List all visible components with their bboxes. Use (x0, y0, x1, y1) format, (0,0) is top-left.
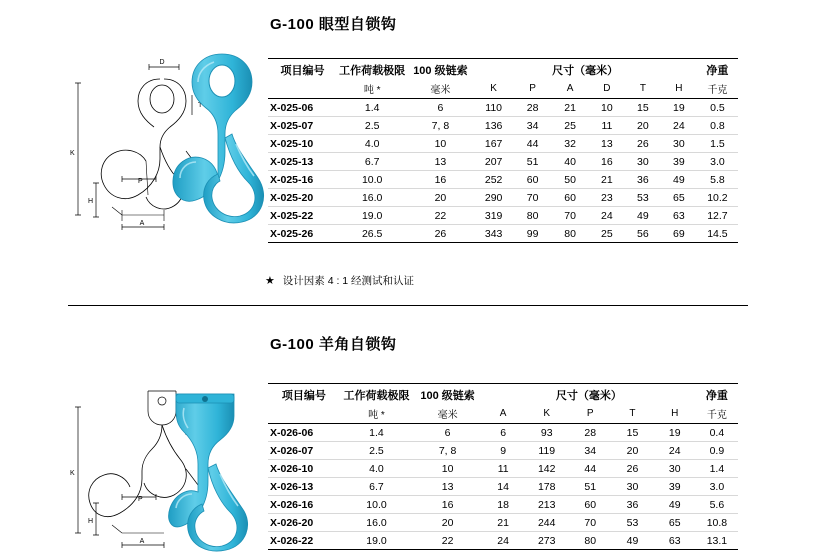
cell-chain: 22 (413, 532, 482, 550)
svg-text:A: A (139, 220, 145, 227)
cell-h: 30 (661, 135, 697, 153)
table-row (268, 135, 738, 153)
unit-chain: 毫米 (413, 405, 482, 424)
cell-chain: 20 (413, 514, 482, 532)
cell-h: 49 (654, 496, 696, 514)
cell-item-code: X-026-22 (268, 532, 340, 550)
cell-a: 60 (551, 189, 589, 207)
cell-p: 51 (569, 478, 611, 496)
svg-text:H: H (88, 198, 94, 205)
cell-item-code: X-025-10 (268, 135, 337, 153)
cell-k: 136 (473, 117, 513, 135)
cell-a: 32 (551, 135, 589, 153)
cell-weight: 0.4 (696, 424, 738, 442)
cell-a: 14 (482, 478, 524, 496)
cell-t: 36 (625, 171, 661, 189)
cell-item-code: X-026-10 (268, 460, 340, 478)
cell-t: 30 (625, 153, 661, 171)
cell-item-code: X-026-07 (268, 442, 340, 460)
cell-wll: 10.0 (337, 171, 407, 189)
svg-text:A: A (139, 538, 145, 545)
table-row (268, 496, 738, 514)
cell-item-code: X-025-20 (268, 189, 337, 207)
cell-h: 49 (661, 171, 697, 189)
cell-a: 11 (482, 460, 524, 478)
cell-chain: 26 (407, 225, 473, 243)
unit-wll: 吨 * (337, 80, 407, 99)
cell-weight: 12.7 (697, 207, 738, 225)
cell-d: 10 (589, 99, 625, 117)
unit-wll: 吨 * (340, 405, 413, 424)
cell-p: 60 (514, 171, 552, 189)
cell-wll: 1.4 (337, 99, 407, 117)
cell-t: 30 (611, 478, 653, 496)
table-row (268, 424, 738, 442)
cell-wll: 2.5 (337, 117, 407, 135)
cell-p: 80 (514, 207, 552, 225)
cell-h: 19 (661, 99, 697, 117)
cell-chain: 16 (407, 171, 473, 189)
table-row (268, 189, 738, 207)
cell-weight: 0.8 (697, 117, 738, 135)
col-header-weight: 净重 (705, 390, 728, 402)
cell-t: 53 (611, 514, 653, 532)
unit-chain: 毫米 (407, 80, 473, 99)
col-header-dimensions: 尺寸（毫米） (552, 65, 619, 77)
cell-chain: 10 (407, 135, 473, 153)
cell-chain: 13 (413, 478, 482, 496)
unit-dim-t: T (625, 80, 661, 99)
table-row (268, 532, 738, 550)
cell-wll: 6.7 (340, 478, 413, 496)
clevis-self-locking-hook-photo (168, 390, 283, 550)
cell-item-code: X-025-07 (268, 117, 337, 135)
cell-t: 20 (625, 117, 661, 135)
cell-weight: 5.8 (697, 171, 738, 189)
cell-chain: 6 (407, 99, 473, 117)
cell-d: 24 (589, 207, 625, 225)
cell-d: 16 (589, 153, 625, 171)
cell-h: 65 (654, 514, 696, 532)
cell-wll: 4.0 (340, 460, 413, 478)
unit-dim-a: A (482, 405, 524, 424)
cell-h: 39 (661, 153, 697, 171)
cell-a: 21 (482, 514, 524, 532)
cell-k: 290 (473, 189, 513, 207)
cell-p: 80 (569, 532, 611, 550)
table-row (268, 460, 738, 478)
cell-p: 34 (514, 117, 552, 135)
cell-a: 18 (482, 496, 524, 514)
cell-h: 24 (654, 442, 696, 460)
cell-weight: 13.1 (696, 532, 738, 550)
design-factor-note (265, 273, 414, 288)
cell-h: 63 (661, 207, 697, 225)
cell-h: 39 (654, 478, 696, 496)
cell-p: 28 (514, 99, 552, 117)
cell-weight: 14.5 (697, 225, 738, 243)
specs-table-body-clevis-hook (268, 424, 738, 550)
cell-k: 319 (473, 207, 513, 225)
cell-chain: 6 (413, 424, 482, 442)
cell-d: 13 (589, 135, 625, 153)
table-row (268, 171, 738, 189)
unit-dim-k: K (473, 80, 513, 99)
cell-weight: 0.5 (697, 99, 738, 117)
cell-p: 34 (569, 442, 611, 460)
cell-item-code: X-025-13 (268, 153, 337, 171)
cell-weight: 10.8 (696, 514, 738, 532)
cell-t: 56 (625, 225, 661, 243)
cell-wll: 4.0 (337, 135, 407, 153)
cell-wll: 19.0 (337, 207, 407, 225)
cell-t: 26 (625, 135, 661, 153)
table-row (268, 117, 738, 135)
cell-p: 99 (514, 225, 552, 243)
cell-a: 6 (482, 424, 524, 442)
svg-text:P: P (138, 496, 143, 503)
cell-weight: 1.5 (697, 135, 738, 153)
cell-k: 343 (473, 225, 513, 243)
cell-wll: 16.0 (340, 514, 413, 532)
col-header-wll: 工作荷载极限 (339, 65, 406, 77)
unit-dim-t: T (611, 405, 653, 424)
svg-text:P: P (138, 178, 143, 185)
cell-h: 65 (661, 189, 697, 207)
col-header-wll: 工作荷载极限 (343, 390, 410, 402)
cell-t: 36 (611, 496, 653, 514)
cell-k: 142 (524, 460, 569, 478)
col-header-chain: 100 级链索 (420, 390, 475, 402)
cell-chain: 16 (413, 496, 482, 514)
cell-item-code: X-026-13 (268, 478, 340, 496)
cell-a: 40 (551, 153, 589, 171)
table-row (268, 225, 738, 243)
cell-t: 49 (625, 207, 661, 225)
cell-k: 167 (473, 135, 513, 153)
unit-dim-a: A (551, 80, 589, 99)
cell-item-code: X-025-26 (268, 225, 337, 243)
cell-item-code: X-025-06 (268, 99, 337, 117)
specs-table-eye-hook (268, 58, 738, 243)
cell-chain: 22 (407, 207, 473, 225)
cell-weight: 1.4 (696, 460, 738, 478)
col-header-chain: 100 级链索 (413, 65, 468, 77)
cell-t: 26 (611, 460, 653, 478)
table-row (268, 514, 738, 532)
cell-chain: 10 (413, 460, 482, 478)
cell-a: 21 (551, 99, 589, 117)
unit-dim-k: K (524, 405, 569, 424)
cell-wll: 1.4 (340, 424, 413, 442)
cell-a: 24 (482, 532, 524, 550)
unit-weight: 千克 (696, 405, 738, 424)
specs-table-clevis-hook (268, 383, 738, 550)
cell-h: 19 (654, 424, 696, 442)
cell-weight: 10.2 (697, 189, 738, 207)
cell-k: 93 (524, 424, 569, 442)
cell-k: 244 (524, 514, 569, 532)
cell-d: 21 (589, 171, 625, 189)
cell-p: 70 (569, 514, 611, 532)
section-title: G-100 眼型自锁钩 (270, 16, 397, 33)
cell-wll: 6.7 (337, 153, 407, 171)
cell-t: 15 (611, 424, 653, 442)
cell-weight: 0.9 (696, 442, 738, 460)
section-divider (68, 305, 748, 306)
col-header-weight: 净重 (706, 65, 729, 77)
table-row (268, 478, 738, 496)
cell-weight: 3.0 (697, 153, 738, 171)
cell-k: 252 (473, 171, 513, 189)
col-header-item-code: 项目编号 (281, 390, 326, 402)
table-row (268, 153, 738, 171)
cell-wll: 10.0 (340, 496, 413, 514)
cell-k: 178 (524, 478, 569, 496)
cell-h: 24 (661, 117, 697, 135)
cell-a: 70 (551, 207, 589, 225)
cell-wll: 26.5 (337, 225, 407, 243)
col-header-dimensions: 尺寸（毫米） (555, 390, 622, 402)
cell-item-code: X-026-16 (268, 496, 340, 514)
cell-k: 207 (473, 153, 513, 171)
unit-dim-d: D (589, 80, 625, 99)
unit-dim-p: P (569, 405, 611, 424)
cell-t: 53 (625, 189, 661, 207)
table-row (268, 207, 738, 225)
cell-weight: 3.0 (696, 478, 738, 496)
cell-p: 70 (514, 189, 552, 207)
section-title: G-100 羊角自锁钩 (270, 336, 397, 353)
cell-p: 28 (569, 424, 611, 442)
cell-d: 23 (589, 189, 625, 207)
cell-k: 110 (473, 99, 513, 117)
cell-chain: 7, 8 (413, 442, 482, 460)
cell-a: 9 (482, 442, 524, 460)
unit-item-code (268, 405, 340, 424)
cell-k: 213 (524, 496, 569, 514)
cell-item-code: X-026-20 (268, 514, 340, 532)
table-row (268, 442, 738, 460)
cell-k: 119 (524, 442, 569, 460)
cell-a: 80 (551, 225, 589, 243)
cell-p: 60 (569, 496, 611, 514)
cell-h: 69 (661, 225, 697, 243)
cell-a: 50 (551, 171, 589, 189)
specs-table-body-eye-hook (268, 99, 738, 243)
design-factor-note-text: 设计因素 4 : 1 经测试和认证 (282, 275, 415, 287)
cell-item-code: X-025-22 (268, 207, 337, 225)
cell-d: 25 (589, 225, 625, 243)
svg-text:D: D (159, 59, 165, 66)
cell-a: 25 (551, 117, 589, 135)
svg-text:T: T (198, 102, 203, 109)
cell-weight: 5.6 (696, 496, 738, 514)
cell-p: 44 (569, 460, 611, 478)
svg-text:H: H (88, 518, 94, 525)
cell-item-code: X-025-16 (268, 171, 337, 189)
svg-text:K: K (70, 470, 75, 477)
cell-p: 51 (514, 153, 552, 171)
star-icon: ★ (265, 275, 275, 287)
cell-h: 30 (654, 460, 696, 478)
col-header-item-code: 项目编号 (280, 65, 325, 77)
unit-dim-h: H (654, 405, 696, 424)
cell-wll: 2.5 (340, 442, 413, 460)
cell-k: 273 (524, 532, 569, 550)
cell-t: 49 (611, 532, 653, 550)
cell-wll: 16.0 (337, 189, 407, 207)
unit-dim-h: H (661, 80, 697, 99)
svg-text:K: K (70, 150, 75, 157)
cell-p: 44 (514, 135, 552, 153)
cell-h: 63 (654, 532, 696, 550)
cell-item-code: X-026-06 (268, 424, 340, 442)
unit-dim-p: P (514, 80, 552, 99)
cell-wll: 19.0 (340, 532, 413, 550)
cell-chain: 13 (407, 153, 473, 171)
cell-t: 15 (625, 99, 661, 117)
cell-t: 20 (611, 442, 653, 460)
eye-self-locking-hook-photo (170, 48, 280, 226)
table-row (268, 99, 738, 117)
cell-chain: 7, 8 (407, 117, 473, 135)
unit-weight: 千克 (697, 80, 738, 99)
cell-chain: 20 (407, 189, 473, 207)
unit-item-code (268, 80, 337, 99)
cell-d: 11 (589, 117, 625, 135)
